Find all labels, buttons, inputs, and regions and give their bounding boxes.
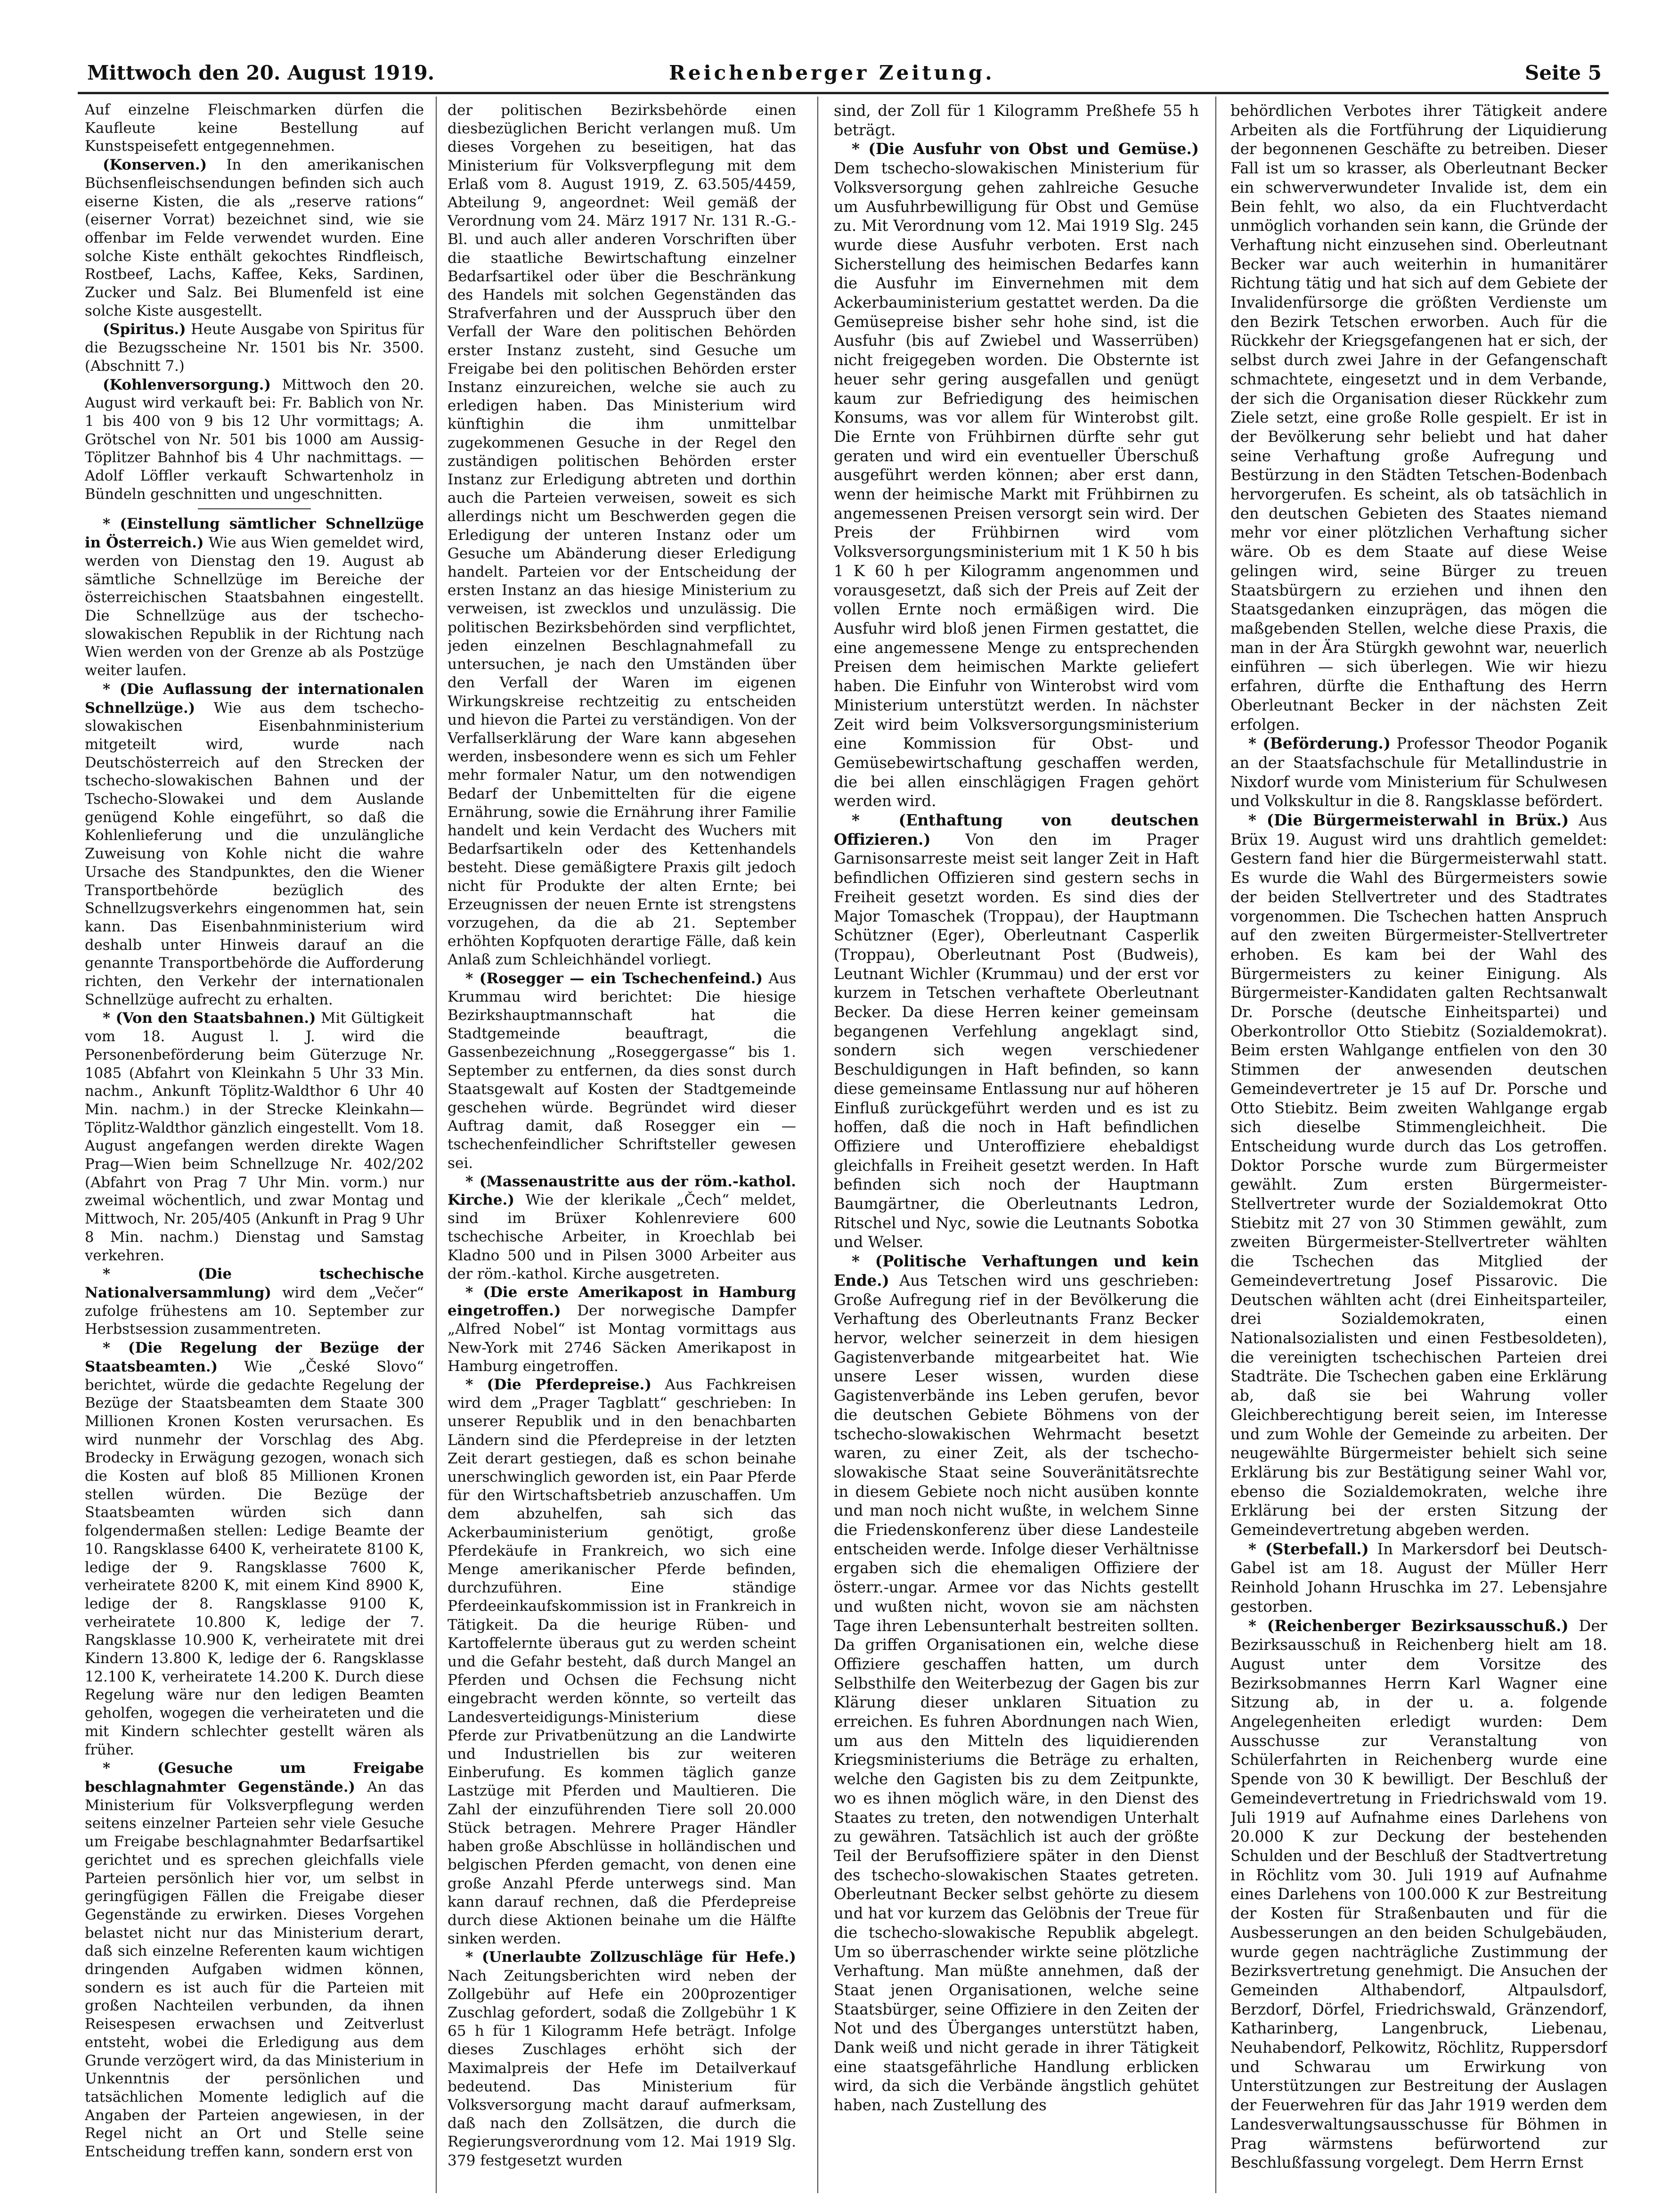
article-heading: * (Reichenberger Bezirksausschuß.) — [1248, 1616, 1569, 1635]
article-body: behördlichen Verbotes ihrer Tätigkeit andere Arbeiten als die Fortführung der Liquidierung der begonnenen Geschäfte zu betreiben. Dieser Fall ist um so krasser, als Oberleutnant Becker ein schwerverwundeter Invalide ist, dem ein Bein fehlt, wo also, da ein Fluchtverdacht unmöglich vorhanden sein kann, die Gründe der Verhaftung nicht einzusehen sind. Oberleutnant Becker war auch weiterhin in humanitärer Richtung tätig und hat sich auf dem Gebiete der Invalidenfürsorge die größten Verdienste um den Bezirk Tetschen erworben. Auch für die Rückkehr der Kriegsgefangenen hat er sich, der selbst durch zwei Jahre in der Gefangenschaft schmachtete, eingesetzt und in dem Verbande, der sich die Organisation dieser Rückkehr zum Ziele setzt, eine große Rolle gespielt. Er ist in der Bevölkerung sehr beliebt und hat daher seine Verhaftung große Aufregung und Bestürzung in den Städten Tetschen-Bodenbach hervorgerufen. Es scheint, als ob tatsächlich in den deutschen Gebieten des Staates niemand mehr vor einer plötzlichen Verhaftung sicher wäre. Ob es dem Staate auf diese Weise gelingen wird, seine Bürger zu treuen Staatsbürgern zu erziehen und ihnen den Staatsgedanken einzuprägen, das mögen die maßgebenden Stellen, welche diese Praxis, die man in der Ära Stürgkh gewohnt war, neuerlich einführen — sich überlegen. Wie wir hiezu erfahren, dürfte die Enthaftung des Herrn Oberleutnant Becker in der nächsten Zeit erfolgen. — [1230, 102, 1607, 734]
article-heading: * (Die erste Amerikapost in Hamburg eingetroffen.) — [448, 1284, 796, 1320]
article — [448, 970, 796, 1173]
article-body: Mittwoch den 20. August wird verkauft bei: Fr. Bablich von Nr. 1 bis 400 von 9 bis 12 Uhr vormittags; A. Grötschel von Nr. 501 bis 1000 am Aussig-Töplitzer Bahnhof bis 4 Uhr nachmittags. — Adolf Löffler verkauft Schwartenholz in Bündeln geschnitten und ungeschnitten. — [85, 376, 424, 503]
article — [85, 376, 424, 504]
header-rule — [78, 92, 1609, 94]
article — [85, 1339, 424, 1759]
article-heading: * (Massenaustritte aus der röm.-kathol. Kirche.) — [448, 1173, 796, 1208]
article-body: Nach Zeitungsberichten wird neben der Zollgebühr auf Hefe ein 200prozentiger Zuschlag gefordert, sodaß die Zollgebühr 1 K 65 h für 1 Kilogramm Hefe beträgt. Infolge dieses Zuschlages erhöht sich der Maximalpreis der Hefe im Detailverkauf bedeutend. Das Ministerium für Volksversorgung macht darauf aufmerksam, daß nach den Zollsätzen, die durch die Regierungsverordnung vom 12. Mai 1919 Slg. 379 festgesetzt wurden — [448, 1967, 796, 2169]
article — [1230, 1540, 1607, 1616]
article-heading: * (Beförderung.) — [1248, 735, 1391, 753]
article-body: der politischen Bezirksbehörde einen diesbezüglichen Bericht verlangen muß. Um dieses Vorgehen zu beseitigen, hat das Ministerium für Volksverpflegung mit dem Erlaß vom 8. August 1919, Z. 63.505/4459, Abteilung 9, angeordnet: Weil gemäß der Verordnung vom 24. März 1917 Nr. 131 R.-G.-Bl. und auch aller anderen Vorschriften über die staatliche Bewirtschaftung einzelner Bedarfsartikel oder über die Beschränkung des Handels mit solchen Gegenständen das Strafverfahren und der Ausspruch über den Verfall der Ware den politischen Behörden erster Instanz zusteht, sind Gesuche um Freigabe bei den politischen Behörden erster Instanz einzureichen, welche sie auch zu erledigen haben. Das Ministerium wird künftighin die ihm unmittelbar zugekommenen Gesuche in der Regel den zuständigen politischen Behörden erster Instanz zur Erledigung abtreten und dorthin auch die Parteien verweisen, soweit es sich allerdings nicht um Beschwerden gegen die Erledigung der unteren Instanz oder um Gesuche um Abänderung dieser Erledigung handelt. Parteien vor der Entscheidung der ersten Instanz an das hiesige Ministerium zu verweisen, ist zwecklos und unzulässig. Die politischen Bezirksbehörden sind verpflichtet, jeden einzelnen Beschlagnahmefall zu untersuchen, je nach den Umständen über den Verfall der Waren im eigenen Wirkungskreise rechtzeitig zu entscheiden und hievon die Partei zu verständigen. Von der Verfallserklärung der Ware kann abgesehen werden, insbesondere wenn es sich um Fehler mehr formaler Natur, um den notwendigen Bedarf der Unbemittelten für die eigene Ernährung, sowie die Ernährung ihrer Familie handelt und kein Verdacht des Wuchers mit Bedarfsartikeln oder des Kettenhandels besteht. Diese gemäßigtere Praxis gilt jedoch nicht für Produkte der alten Ernte; bei Erzeugnissen der neuen Ernte ist strengstens vorzugehen, da die ab 21. September erhöhten Kopfquoten derartige Fälle, daß kein Anlaß zum Schleichhändel vorliegt. — [448, 102, 796, 969]
article-body: Wie „České Slovo“ berichtet, würde die gedachte Regelung der Bezüge der Staatsbeamten dem Staate 300 Millionen Kronen Kosten verursachen. Es wird nunmehr der Vorschlag des Abg. Brodecky in Erwägung gezogen, wonach sich die Kosten auf bloß 85 Millionen Kronen stellen würden. Die Bezüge der Staatsbeamten würden sich dann folgendermaßen stellen: Ledige Beamte der 10. Rangsklasse 6400 K, verheiratete 8100 K, ledige der 9. Rangsklasse 7600 K, verheiratete 8200 K, mit einem Kind 8900 K, ledige der 8. Rangsklasse 9100 K, verheiratete 10.800 K, ledige der 7. Rangsklasse 10.900 K, verheiratete mit drei Kindern 13.800 K, ledige der 6. Rangsklasse 12.100 K, verheiratete 14.200 K. Durch diese Regelung wäre nur den ledigen Beamten geholfen, wogegen die verheirateten und die mit Kindern schlechter gestellt wären als früher. — [85, 1358, 424, 1758]
article-heading: * (Enthaftung von deutschen Offizieren.) — [834, 811, 1199, 849]
article-body: wird dem „Večer“ zufolge frühestens am 10. September zur Herbstsession zusammentreten. — [85, 1285, 424, 1338]
article-heading: (Konserven.) — [103, 156, 207, 174]
section-separator — [198, 508, 311, 509]
article-heading: * (Die Pferdepreise.) — [465, 1376, 652, 1394]
article — [834, 1252, 1199, 2115]
article — [1230, 811, 1607, 1540]
page-header — [78, 56, 1609, 90]
article-heading: * (Unerlaubte Zollzuschläge für Hefe.) — [465, 1949, 796, 1966]
article-heading: (Kohlenversorgung.) — [103, 376, 271, 393]
article-body: Aus Brüx 19. August wird uns drahtlich gemeldet: Gestern fand hier die Bürgermeisterwahl statt. Es wurde die Wahl des Bürgermeisters sowie der beiden Stellvertreter und des Stadtrates vorgenommen. Die Tschechen hatten Anspruch auf den zweiten Bürgermeister-Stellvertreter erhoben. Es kam bei der Wahl des Bürgermeisters zu keiner Einigung. Als Bürgermeister-Kandidaten galten Rechtsanwalt Dr. Porsche (deutsche Einheitspartei) und Oberkontrollor Otto Stiebitz (Sozialdemokrat). Beim ersten Wahlgange entfielen von den 30 Stimmen der anwesenden deutschen Gemeindevertreter je 15 auf Dr. Porsche und Otto Stiebitz. Beim zweiten Wahlgange ergab sich dieselbe Stimmengleichheit. Die Entscheidung wurde durch das Los getroffen. Doktor Porsche wurde zum Bürgermeister gewählt. Zum ersten Bürgermeister-Stellvertreter wurde der Sozialdemokrat Otto Stiebitz mit 27 von 30 Stimmen gewählt, zum zweiten Bürgermeister-Stellvertreter wählten die Tschechen das Mitglied der Gemeindevertretung Josef Pissarovic. Die Deutschen wählten acht (drei Einheitsparteiler, drei Sozialdemokraten, einen Nationalsozialisten und einen Festbesoldeten), die vereinigten tschechischen Parteien drei Stadträte. Die Tschechen gaben eine Erklärung ab, daß sie bei Wahrung voller Gleichberechtigung bereit seien, im Interesse und zum Wohle der Gemeinde zu arbeiten. Der neugewählte Bürgermeister behielt sich seine Erklärung bis zur Bestätigung seiner Wahl vor, ebenso die Sozialdemokraten, welche ihre Erklärung bei der ersten Sitzung der Gemeindevertretung abgeben werden. — [1230, 811, 1607, 1539]
article-heading: * (Sterbefall.) — [1248, 1540, 1369, 1558]
article — [448, 1173, 796, 1283]
article — [85, 156, 424, 320]
article-continuation — [85, 101, 424, 156]
article — [85, 1009, 424, 1265]
article-heading: * (Rosegger — ein Tschechenfeind.) — [465, 970, 763, 987]
article-continuation — [1230, 101, 1607, 734]
page-number: Seite 5 — [1525, 61, 1602, 84]
article — [85, 320, 424, 375]
article-body: sind, der Zoll für 1 Kilogramm Preßhefe 55 h beträgt. — [834, 102, 1199, 139]
article-heading: * (Die Auflassung der internationalen Schnellzüge.) — [85, 680, 424, 717]
article-body: Mit Gültigkeit vom 18. August l. J. wird die Personenbeförderung beim Güterzuge Nr. 1085 (Abfahrt von Kleinkahn 5 Uhr 33 Min. nachm., Ankunft Töplitz-Waldthor 6 Uhr 40 Min. nachm.) in der Strecke Kleinkahn—Töplitz-Waldthor gänzlich eingestellt. Vom 18. August angefangen werden direkte Wagen Prag—Wien beim Schnellzuge Nr. 402/202 (Abfahrt von Prag 7 Uhr Min. vorm.) nur zweimal wöchentlich, und zwar Montag und Mittwoch, Nr. 205/405 (Ankunft in Prag 9 Uhr 8 Min. nachm.) Dienstag und Samstag verkehren. — [85, 1010, 424, 1264]
column-divider — [817, 97, 818, 2193]
article-body: Heute Ausgabe von Spiritus für die Bezugsscheine Nr. 1501 bis Nr. 3500. (Abschnitt 7.) — [85, 321, 424, 375]
article-body: Wie aus dem tschecho-slowakischen Eisenbahnministerium mitgeteilt wird, wurde nach Deutschösterreich auf den Strecken der tschecho-slowakischen Bahnen und der Tschecho-Slowakei und dem Auslande genügend Kohle eingeführt, so daß die Kohlenlieferung und die unzulängliche Zuweisung von Kohle nicht die wahre Ursache des Standpunktes, den die Wiener Transportbehörde bezüglich des Schnellzugsverkehrs eingenommen hat, sein kann. Das Eisenbahnministerium wird deshalb unter Hinweis darauf an die genannte Transportbehörde die Aufforderung richten, den Verkehr der internationalen Schnellzüge aufrecht zu erhalten. — [85, 700, 424, 1008]
article-heading: * (Gesuche um Freigabe beschlagnahmter Gegenstände.) — [85, 1760, 424, 1796]
column-1 — [85, 101, 424, 2193]
issue-date: Mittwoch den 20. August 1919. — [87, 61, 435, 84]
article-body: Der Bezirksausschuß in Reichenberg hielt am 18. August unter dem Vorsitze des Bezirksobmannes Herrn Karl Wagner eine Sitzung ab, in der u. a. folgende Angelegenheiten erledigt wurden: Dem Ausschusse zur Veranstaltung von Schülerfahrten in Reichenberg wurde eine Spende von 30 K bewilligt. Der Beschluß der Gemeindevertretung in Friedrichswald vom 19. Juli 1919 auf Aufnahme eines Darlehens von 20.000 K zur Deckung der bestehenden Schulden und der Beschluß der Stadtvertretung in Röchlitz vom 30. Juli 1919 auf Aufnahme eines Darlehens von 100.000 K zur Bestreitung der Kosten für Straßenbauten und für die Ausbesserungen an den beiden Schulgebäuden, wurde gegen nachträgliche Zustimmung der Bezirksvertretung genehmigt. Die Ansuchen der Gemeinden Althabendorf, Altpaulsdorf, Berzdorf, Dörfel, Friedrichswald, Gränzendorf, Katharinberg, Langenbruck, Liebenau, Neuhabendorf, Pelkowitz, Röchlitz, Ruppersdorf und Schwarau um Erwirkung von Unterstützungen zur Bestreitung der Auslagen der Feuerwehren für das Jahr 1919 werden dem Landesverwaltungsausschusse für Böhmen in Prag wärmstens befürwortend zur Beschlußfassung vorgelegt. Dem Herrn Ernst — [1230, 1616, 1607, 2172]
article-body: Aus Fachkreisen wird dem „Prager Tagblatt“ geschrieben: In unserer Republik und in den benachbarten Ländern sind die Pferdepreise in der letzten Zeit derart gestiegen, daß es schon beinahe unerschwinglich geworden ist, ein Paar Pferde für den Wirtschaftsbetrieb anzuschaffen. Um dem abzuhelfen, sah sich das Ackerbauministerium genötigt, große Pferdekäufe in Frankreich, wo sich eine Menge amerikanischer Pferde befinden, durchzuführen. Eine ständige Pferdeeinkaufskommission ist in Frankreich in Tätigkeit. Da die heurige Rüben- und Kartoffelernte überaus gut zu werden scheint und die Gefahr besteht, daß durch Mangel an Pferden und Ochsen die Fechsung nicht eingebracht werden könnte, so verteilt das Landesverteidigungs-Ministerium diese Pferde zur Privatbenützung an die Landwirte und Industriellen bis zur weiteren Einberufung. Es kommen täglich ganze Lastzüge mit Pferden und Maultieren. Die Zahl der einzuführenden Tiere soll 20.000 Stück betragen. Mehrere Prager Händler haben große Abschlüsse in holländischen und belgischen Pferden gemacht, von denen eine große Anzahl Pferde unterwegs sind. Man kann darauf rechnen, daß die Pferdepreise durch diese Aktionen beinahe um die Hälfte sinken werden. — [448, 1376, 796, 1948]
column-2 — [448, 101, 796, 2193]
article-heading: * (Die Bürgermeisterwahl in Brüx.) — [1248, 811, 1569, 830]
article-body: Wie der klerikale „Čech“ meldet, sind im Brüxer Kohlenreviere 600 tschechische Arbeiter, in Kroechlab bei Kladno 500 und in Pilsen 3000 Arbeiter aus der röm.-kathol. Kirche ausgetreten. — [448, 1191, 796, 1282]
article — [448, 1283, 796, 1376]
article — [1230, 734, 1607, 811]
article-body: Aus Tetschen wird uns geschrieben: Große Aufregung rief in der Bevölkerung die Verhaftung des Oberleutnants Franz Becker hervor, welcher seinerzeit in dem hiesigen Gagistenverbande mitgearbeitet hat. Wie unsere Leser wissen, wurden diese Gagistenverbände ins Leben gerufen, bevor die deutschen Gebiete Böhmens von der tschecho-slowakischen Wehrmacht besetzt waren, zu einer Zeit, als der tschecho-slowakische Staat seine Souveränitätsrechte in diesem Gebiete noch nicht ausüben konnte und man noch nicht wußte, in welchem Sinne die Friedenskonferenz über diese Landesteile entscheiden werde. Infolge dieser Verhältnisse ergaben sich die ehemaligen Offiziere der österr.-ungar. Armee vor das Nichts gestellt und wußten nicht, wovon sie am nächsten Tage ihren Lebensunterhalt bestreiten sollten. Da griffen Organisationen ein, welche diese Offiziere geschaffen hatten, um durch Selbsthilfe den Weiterbezug der Gagen bis zur Klärung dieser unklaren Situation zu erreichen. Es fuhren Abordnungen nach Wien, um aus den Mitteln des liquidierenden Kriegsministeriums die Beträge zu erhalten, welche den Gagisten bis zu dem Zeitpunkte, wo es ihnen möglich wäre, in den Dienst des Staates zu treten, den notwendigen Unterhalt zu gewähren. Tatsächlich ist auch der größte Teil der Berufsoffiziere später in den Dienst des tschecho-slowakischen Staates getreten. Oberleutnant Becker selbst gehörte zu diesem und hat vor kurzem das Gelöbnis der Treue für die tschecho-slowakische Republik abgelegt. Um so überraschender wirkte seine plötzliche Verhaftung. Man müßte annehmen, daß der Staat jenen Organisationen, welche seine Staatsbürger, seine Offiziere in den Zeiten der Not und des Überganges unterstützt haben, Dank weiß und nicht gerade in ihrer Tätigkeit eine staatsgefährliche Handlung erblicken wird, da sich die Verbände ängstlich gehütet haben, nach Zustellung des — [834, 1271, 1199, 2114]
article — [448, 1376, 796, 1948]
article — [85, 1265, 424, 1339]
article-body: Professor Theodor Poganik an der Staatsfachschule für Metallindustrie in Nixdorf wurde vom Ministerium für Schulwesen und Volkskultur in die 8. Rangsklasse befördert. — [1230, 735, 1607, 810]
article-body: Dem tschecho-slowakischen Ministerium für Volksversorgung gehen zahlreiche Gesuche um Ausfuhrbewilligung für Obst und Gemüse zu. Mit Verordnung vom 12. Mai 1919 Slg. 245 wurde diese Ausfuhr verboten. Erst nach Sicherstellung des heimischen Bedarfes kann die Ausfuhr im Einvernehmen mit dem Ackerbauministerium gestattet werden. Da die Gemüsepreise bisher sehr hohe sind, ist die Ausfuhr (bis auf Zwiebel und Wasserrüben) nicht freigegeben worden. Die Obsternte ist heuer sehr gering ausgefallen und genügt kaum zur Befriedigung des heimischen Konsums, was vor allem für Winterobst gilt. Die Ernte von Frühbirnen dürfte sehr gut geraten und wird ein eventueller Überschuß ausgeführt werden können; aber erst dann, wenn der heimische Markt mit Frühbirnen zu angemessenen Preisen versorgt sein wird. Der Preis der Frühbirnen wird vom Volksversorgungsministerium mit 1 K 50 h bis 1 K 60 h per Kilogramm angenommen und vorausgesetzt, daß sich der Preis auf Zeit der vollen Ernte noch ermäßigen wird. Die Ausfuhr wird bloß jenen Firmen gestattet, die eine angemessene Menge zu entsprechenden Preisen dem heimischen Markte geliefert haben. Die Einfuhr von Winterobst wird vom Ministerium unterstützt werden. In nächster Zeit wird beim Volksversorgungsministerium eine Kommission für Obst- und Gemüsebewirtschaftung geschaffen werden, die bei allen einschlägigen Fragen gehört werden wird. — [834, 159, 1199, 810]
article-body: Von den im Prager Garnisonsarreste meist seit langer Zeit in Haft befindlichen Offizieren sind gestern sechs in Freiheit gesetzt worden. Es sind dies der Major Tomaschek (Troppau), der Hauptmann Schützner (Eger), Oberleutnant Casperlik (Troppau), Oberleutnant Post (Budweis), Leutnant Wichler (Krummau) und der erst vor kurzem in Tetschen verhaftete Oberleutnant Becker. Da diese Herren keiner gemeinsam begangenen Verfehlung angeklagt sind, sondern sich wegen verschiedener Beschuldigungen in Haft befinden, so kann diese gemeinsame Entlassung nur auf höheren Einfluß zurückgeführt werden und es ist zu hoffen, daß die noch in Haft befindlichen Offiziere und Unteroffiziere ehebaldigst gleichfalls in Freiheit gesetzt werden. In Haft befinden sich noch der Hauptmann Baumgärtner, die Oberleutnants Ledron, Ritschel und Nyc, sowie die Leutnants Sobotka und Welser. — [834, 830, 1199, 1251]
article-heading: * (Die Regelung der Bezüge der Staatsbeamten.) — [85, 1339, 424, 1375]
article-body: An das Ministerium für Volksverpflegung werden seitens einzelner Parteien sehr viele Gesuche um Freigabe beschlagnahmter Bedarfsartikel gerichtet und es sprechen gleichfalls viele Parteien persönlich hier vor, um selbst in geringfügigen Fällen die Freigabe dieser Gegenstände zu erwirken. Dieses Vorgehen belastet nicht nur das Ministerium derart, daß sich einzelne Referenten kaum wichtigen dringenden Aufgaben widmen können, sondern es ist auch für die Parteien mit großen Nachteilen verbunden, da ihnen Reisespesen erwachsen und Zeitverlust entsteht, wobei die Erledigung aus dem Grunde verzögert wird, da das Ministerium in Unkenntnis der persönlichen und tatsächlichen Momente lediglich auf die Angaben der Parteien angewiesen, in der Regel nicht an Ort und Stelle seine Entscheidung treffen kann, sondern erst von — [85, 1779, 424, 2161]
article-heading: * (Von den Staatsbahnen.) — [103, 1010, 316, 1027]
article — [85, 680, 424, 1010]
article — [448, 1948, 796, 2170]
article-heading: (Spiritus.) — [103, 321, 186, 338]
article-heading: * (Die Ausfuhr von Obst und Gemüse.) — [852, 140, 1199, 158]
article — [1230, 1616, 1607, 2172]
article-heading: * (Politische Verhaftungen und kein Ende.) — [834, 1252, 1199, 1290]
column-divider — [436, 97, 437, 2193]
article-body: Aus Krummau wird berichtet: Die hiesige Bezirkshauptmannschaft hat die Stadtgemeinde beauftragt, die Gassenbezeichnung „Roseggergasse“ bis 1. September zu entfernen, da dies sonst durch Staatsgewalt auf Kosten der Stadtgemeinde geschehen würde. Begründet wird dieser Auftrag damit, daß Rosegger ein — tschechenfeindlicher Schriftsteller gewesen sei. — [448, 970, 796, 1172]
article — [85, 515, 424, 680]
article-body: Der norwegische Dampfer „Alfred Nobel“ ist Montag vormittags aus New-York mit 2746 Säcken Amerikapost in Hamburg eingetroffen. — [448, 1302, 796, 1375]
article — [834, 811, 1199, 1252]
article-continuation — [448, 101, 796, 970]
article-continuation — [834, 101, 1199, 139]
column-4 — [1230, 101, 1607, 2193]
column-divider — [1215, 97, 1216, 2193]
article-body: Wie aus Wien gemeldet wird, werden von Dienstag den 19. August ab sämtliche Schnellzüge im Bereiche der österreichischen Staatsbahnen eingestellt. Die Schnellzüge aus der tschecho-slowakischen Republik in der Richtung nach Wien werden von der Grenze ab als Postzüge weiter laufen. — [85, 535, 424, 679]
article-body: In den amerikanischen Büchsenfleischsendungen befinden sich auch eiserne Kisten, die als „reserve rations“ (eiserner Vorrat) bezeichnet sind, wie sie offenbar im Felde verwendet wurden. Eine solche Kiste enthält gekochtes Rindfleisch, Rostbeef, Lachs, Kaffee, Keks, Sardinen, Zucker und Salz. Bei Blumenfeld ist eine solche Kiste ausgestellt. — [85, 157, 424, 319]
newspaper-title: Reichenberger Zeitung. — [669, 61, 995, 84]
article-body: Auf einzelne Fleischmarken dürfen die Kaufleute keine Bestellung auf Kunstspeisefett entgegennehmen. — [85, 102, 424, 155]
article-heading: * (Einstellung sämtlicher Schnellzüge in Österreich.) — [85, 515, 424, 552]
column-3 — [834, 101, 1199, 2193]
article — [85, 1759, 424, 2161]
article-body: In Markersdorf bei Deutsch-Gabel ist am 18. August der Müller Herr Reinhold Johann Hruschka im 27. Lebensjahre gestorben. — [1230, 1540, 1607, 1616]
article — [834, 139, 1199, 811]
article-heading: * (Die tschechische Nationalversammlung) — [85, 1265, 424, 1301]
